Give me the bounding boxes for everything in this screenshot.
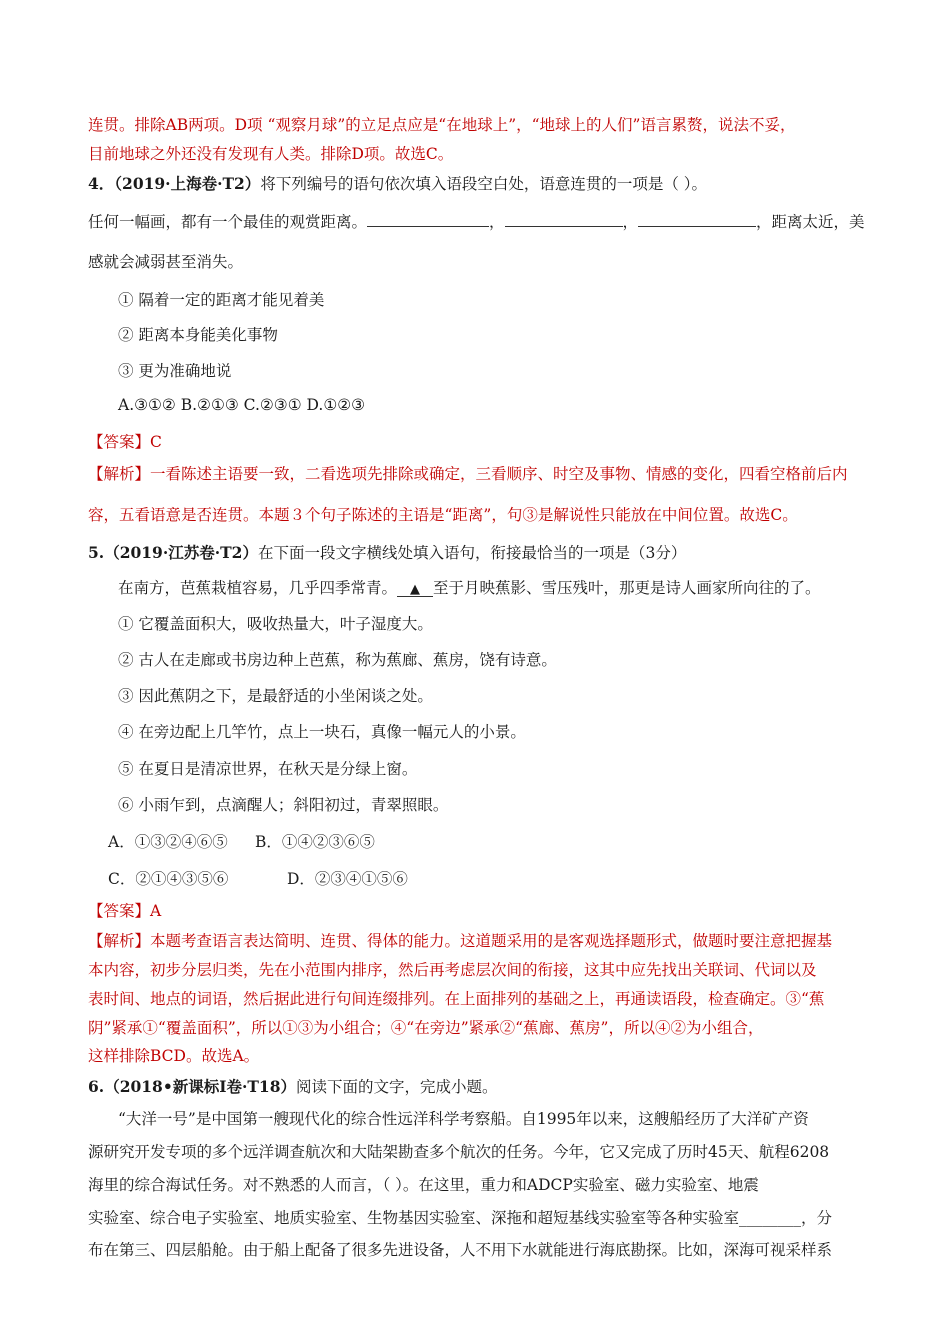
q4-item-1: ① 隔着一定的距离才能见着美 xyxy=(118,291,325,309)
q5-answer xyxy=(88,899,161,921)
q4-source: （2019·上海卷·T2） xyxy=(114,174,261,193)
q5-option-a: A．①③②④⑥⑤ xyxy=(108,833,228,851)
q5-analysis-label: 【解析】 xyxy=(88,932,151,950)
q6-passage-line5: 布在第三、四层船舱。由于船上配备了很多先进设备，人不用下水就能进行海底勘探。比如，深海可视采样系 xyxy=(88,1241,833,1259)
q5-answer-value: A xyxy=(150,902,162,920)
q5-heading xyxy=(88,541,686,563)
q5-analysis-text1: 本题考查语言表达简明、连贯、得体的能力。这道题采用的是客观选择题形式，做题时要注意把握基 xyxy=(150,932,833,950)
q4-passage-line1 xyxy=(88,209,865,232)
q6-passage-line2: 源研究开发专项的多个远洋调查航次和大陆架勘查多个航次的任务。今年，它又完成了历时45天、航程6208 xyxy=(88,1143,830,1161)
q4-answer xyxy=(88,430,162,452)
q5-source: （2019·江苏卷·T2） xyxy=(104,543,258,562)
q4-sep-1: ， xyxy=(489,213,505,232)
q4-number: 4． xyxy=(88,174,115,193)
q5-analysis-line1 xyxy=(88,929,832,951)
q5-analysis-line2: 本内容，初步分层归类，先在小范围内排序，然后再考虑层次间的衔接，这其中应先找出关联词、代词以及 xyxy=(88,961,817,979)
q4-analysis-line1 xyxy=(88,462,848,484)
q5-answer-label: 【答案】 xyxy=(88,902,151,920)
q4-blank-1 xyxy=(367,209,489,227)
q5-item-4: ④ 在旁边配上几竿竹，点上一块石，真像一幅元人的小景。 xyxy=(118,723,526,741)
q4-sep-2: ， xyxy=(622,213,639,232)
q4-item-3: ③ 更为准确地说 xyxy=(118,362,232,380)
q6-heading xyxy=(88,1075,498,1097)
q3-analysis-line1: 连贯。排除AB两项。D项 “观察月球”的立足点应是“在地球上”，“地球上的人们”语言累赘，说法不妥， xyxy=(88,116,796,134)
q6-stem: 阅读下面的文字，完成小题。 xyxy=(296,1078,498,1096)
q4-heading xyxy=(88,172,707,194)
q4-item-2: ② 距离本身能美化事物 xyxy=(118,326,278,344)
q4-analysis-label: 【解析】 xyxy=(88,465,151,483)
q5-blank xyxy=(397,579,433,597)
q6-passage-line1: “大洋一号”是中国第一艘现代化的综合性远洋科学考察船。自1995年以来，这艘船经历了大洋矿产资 xyxy=(118,1110,809,1128)
q6-passage-line4: 实验室、综合电子实验室、地质实验室、生物基因实验室、深拖和超短基线实验室等各种实验室________，分 xyxy=(88,1209,833,1227)
q4-passage-line2: 感就会减弱甚至消失。 xyxy=(88,253,244,271)
q5-analysis-line4: 阴”紧承①“覆盖面积”，所以①③为小组合；④“在旁边”紧承②“蕉廊、蕉房”，所以④②为小组合， xyxy=(88,1019,764,1037)
q4-passage-a: 任何一幅画，都有一个最佳的观赏距离。 xyxy=(88,213,368,232)
q5-item-2: ② 古人在走廊或书房边种上芭蕉，称为蕉廊、蕉房，饶有诗意。 xyxy=(118,651,557,669)
q3-analysis-line2: 目前地球之外还没有发现有人类。排除D项。故选C。 xyxy=(88,145,454,163)
q6-source: （2018•新课标Ⅰ卷·T18） xyxy=(104,1077,296,1096)
q5-item-6: ⑥ 小雨乍到，点滴醒人；斜阳初过，青翠照眼。 xyxy=(118,796,449,814)
q4-options: A.③①② B.②①③ C.②③① D.①②③ xyxy=(118,396,366,414)
q5-analysis-line5: 这样排除BCD。故选A。 xyxy=(88,1047,260,1065)
q5-item-1: ① 它覆盖面积大，吸收热量大，叶子湿度大。 xyxy=(118,615,433,633)
q4-passage-b: ，距离太近，美 xyxy=(756,213,865,232)
q4-analysis-line2: 容，五看语意是否连贯。本题３个句子陈述的主语是“距离”，句③是解说性只能放在中间位置。故选C。 xyxy=(88,506,798,524)
q6-passage-line3: 海里的综合海试任务。对不熟悉的人而言，（ ）。在这里，重力和ADCP实验室、磁力实验室、地震 xyxy=(88,1176,759,1194)
q4-answer-label: 【答案】 xyxy=(88,433,151,451)
q5-option-c: C．②①④③⑤⑥ xyxy=(108,870,229,888)
q4-answer-value: C xyxy=(150,433,162,451)
q5-passage xyxy=(118,576,821,598)
q6-number: 6. xyxy=(88,1077,105,1096)
q5-number: 5. xyxy=(88,543,105,562)
q5-option-b: B．①④②③⑥⑤ xyxy=(255,833,375,851)
q5-option-d: D．②③④①⑤⑥ xyxy=(287,870,408,888)
q5-stem: 在下面一段文字横线处填入语句，衔接最恰当的一项是（3分） xyxy=(257,544,687,562)
q4-stem: 将下列编号的语句依次填入语段空白处，语意连贯的一项是（ ）。 xyxy=(260,175,707,193)
q5-analysis-line3: 表时间、地点的词语，然后据此进行句间连缀排列。在上面排列的基础之上，再通读语段，检查确定。③“蕉 xyxy=(88,990,825,1008)
q4-blank-2 xyxy=(505,209,623,227)
q5-item-3: ③ 因此蕉阴之下，是最舒适的小坐闲谈之处。 xyxy=(118,687,433,705)
q4-analysis-text1: 一看陈述主语要一致，二看选项先排除或确定，三看顺序、时空及事物、情感的变化，四看空格前后内 xyxy=(150,465,848,483)
q5-passage-a: 在南方，芭蕉栽植容易，几乎四季常青。 xyxy=(118,579,398,597)
q5-item-5: ⑤ 在夏日是清凉世界，在秋天是分绿上窗。 xyxy=(118,760,418,778)
triangle-marker-icon: ▲ xyxy=(410,582,421,597)
q4-blank-3 xyxy=(638,209,756,227)
q5-passage-b: 至于月映蕉影、雪压残叶，那更是诗人画家所向往的了。 xyxy=(433,579,821,597)
